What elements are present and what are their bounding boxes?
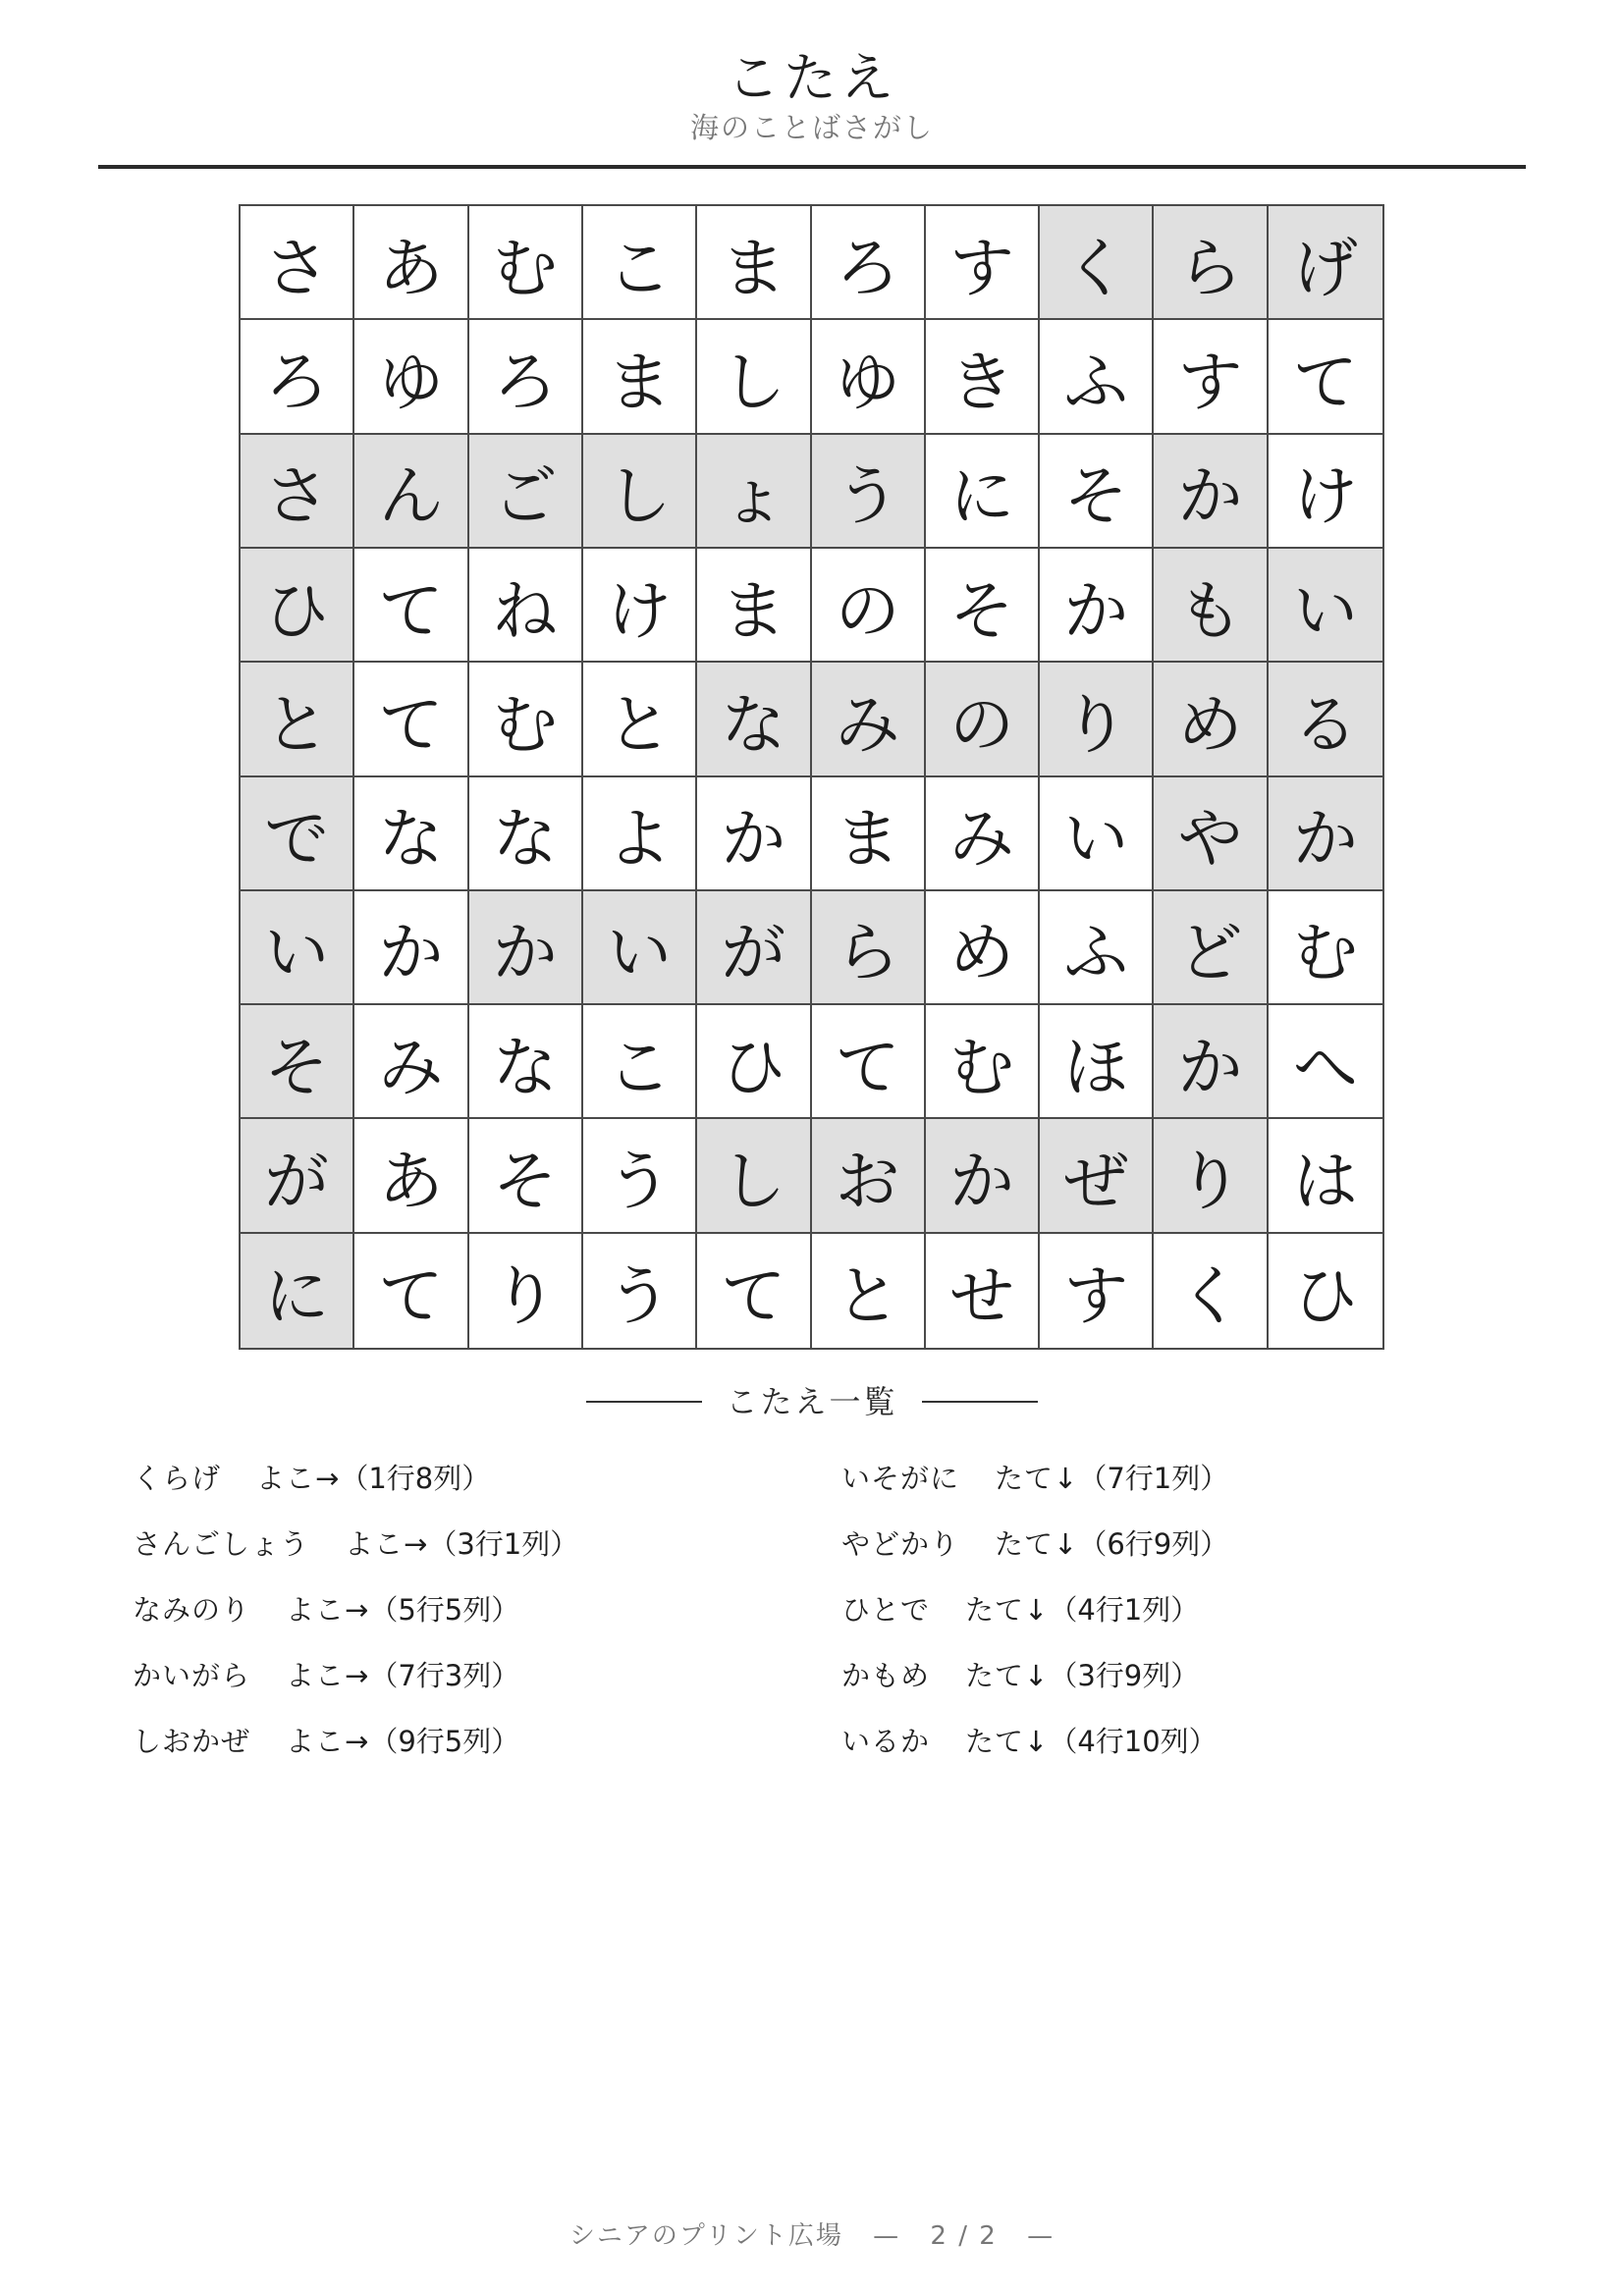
answer-item — [841, 1722, 1228, 1788]
grid-cell: す — [1040, 1234, 1154, 1348]
answer-direction: よこ→ — [286, 1593, 370, 1627]
heading-line-left — [586, 1401, 702, 1403]
grid-cell: う — [812, 435, 926, 549]
answer-list-title: こたえ一覧 — [726, 1383, 898, 1420]
grid-cell: そ — [926, 549, 1040, 663]
grid-cell: み — [926, 777, 1040, 891]
grid-cell: む — [926, 1005, 1040, 1119]
grid-cell: に — [926, 435, 1040, 549]
grid-cell: う — [583, 1234, 697, 1348]
grid-cell: ま — [583, 320, 697, 434]
grid-cell: く — [1154, 1234, 1268, 1348]
grid-cell: か — [354, 891, 468, 1005]
grid-cell: ん — [354, 435, 468, 549]
answer-word: くらげ — [133, 1462, 222, 1495]
answer-direction: たて↓ — [995, 1527, 1079, 1561]
grid-cell: り — [1040, 663, 1154, 776]
grid-cell: ひ — [241, 549, 354, 663]
grid-cell: ろ — [812, 206, 926, 320]
heading-line-right — [922, 1401, 1038, 1403]
answer-direction: たて↓ — [995, 1462, 1079, 1495]
answer-word: ひとで — [841, 1593, 931, 1627]
grid-cell: が — [697, 891, 811, 1005]
grid-cell: し — [697, 320, 811, 434]
grid-cell: も — [1154, 549, 1268, 663]
answer-word: いそがに — [841, 1462, 960, 1495]
answer-item — [841, 1656, 1228, 1722]
grid-cell: ひ — [697, 1005, 811, 1119]
answer-position: （3行9列） — [1049, 1659, 1200, 1692]
answer-item — [133, 1722, 578, 1788]
answer-position: （3行1列） — [428, 1527, 579, 1561]
answer-item — [841, 1590, 1228, 1656]
answer-position: （9行5列） — [369, 1725, 520, 1758]
grid-cell: の — [926, 663, 1040, 776]
answer-item — [841, 1459, 1228, 1524]
grid-cell: む — [469, 663, 583, 776]
grid-cell: ま — [697, 549, 811, 663]
grid-cell: あ — [354, 206, 468, 320]
grid-cell: げ — [1269, 206, 1382, 320]
grid-cell: ふ — [1040, 320, 1154, 434]
page-title: こたえ — [727, 47, 897, 109]
grid-cell: や — [1154, 777, 1268, 891]
grid-cell: か — [1154, 435, 1268, 549]
answer-position: （7行3列） — [369, 1659, 520, 1692]
grid-cell: す — [926, 206, 1040, 320]
answer-direction: たて↓ — [965, 1593, 1050, 1627]
grid-cell: て — [354, 1234, 468, 1348]
grid-cell: で — [241, 777, 354, 891]
grid-cell: て — [354, 549, 468, 663]
grid-cell: か — [1269, 777, 1382, 891]
grid-cell: き — [926, 320, 1040, 434]
grid-cell: か — [926, 1119, 1040, 1233]
grid-cell: い — [583, 891, 697, 1005]
grid-cell: む — [1269, 891, 1382, 1005]
answer-direction: よこ→ — [256, 1462, 341, 1495]
page-subtitle: 海のことばさがし — [689, 111, 934, 144]
grid-cell: さ — [241, 206, 354, 320]
header-divider — [98, 165, 1526, 169]
answer-position: （4行10列） — [1049, 1725, 1218, 1758]
footer-site-name: シニアのプリント広場 — [568, 2221, 843, 2251]
answer-word: いるか — [841, 1725, 931, 1758]
answer-word: しおかぜ — [133, 1725, 251, 1758]
grid-cell: し — [583, 435, 697, 549]
grid-cell: せ — [926, 1234, 1040, 1348]
grid-cell: て — [812, 1005, 926, 1119]
grid-cell: ゆ — [354, 320, 468, 434]
answer-item — [841, 1524, 1228, 1590]
grid-cell: そ — [241, 1005, 354, 1119]
grid-cell: ご — [469, 435, 583, 549]
answer-item — [133, 1656, 578, 1722]
grid-cell: さ — [241, 435, 354, 549]
grid-cell: る — [1269, 663, 1382, 776]
answer-direction: たて↓ — [965, 1659, 1050, 1692]
grid-cell: い — [241, 891, 354, 1005]
answer-word: かもめ — [841, 1659, 931, 1692]
grid-cell: ぜ — [1040, 1119, 1154, 1233]
grid-cell: と — [812, 1234, 926, 1348]
grid-cell: な — [697, 663, 811, 776]
grid-cell: ま — [697, 206, 811, 320]
answer-position: （4行1列） — [1049, 1593, 1200, 1627]
grid-cell: み — [354, 1005, 468, 1119]
grid-cell: ひ — [1269, 1234, 1382, 1348]
grid-cell: み — [812, 663, 926, 776]
grid-cell: り — [1154, 1119, 1268, 1233]
grid-cell: か — [1040, 549, 1154, 663]
grid-cell: ま — [812, 777, 926, 891]
grid-cell: ら — [812, 891, 926, 1005]
grid-cell: ね — [469, 549, 583, 663]
grid-cell: に — [241, 1234, 354, 1348]
footer-page-number: 2 / 2 — [930, 2221, 998, 2251]
answer-item — [133, 1459, 578, 1524]
grid-cell: め — [926, 891, 1040, 1005]
grid-cell: こ — [583, 206, 697, 320]
answer-position: （5行5列） — [369, 1593, 520, 1627]
grid-cell: こ — [583, 1005, 697, 1119]
answer-word: かいがら — [133, 1659, 251, 1692]
answer-item — [133, 1590, 578, 1656]
grid-cell: ょ — [697, 435, 811, 549]
grid-cell: む — [469, 206, 583, 320]
grid-cell: あ — [354, 1119, 468, 1233]
grid-cell: う — [583, 1119, 697, 1233]
grid-cell: か — [697, 777, 811, 891]
answer-position: （7行1列） — [1078, 1462, 1229, 1495]
grid-cell: お — [812, 1119, 926, 1233]
page-footer — [0, 2218, 1624, 2254]
grid-cell: め — [1154, 663, 1268, 776]
answer-word: なみのり — [133, 1593, 251, 1627]
answer-position: （1行8列） — [340, 1462, 491, 1495]
grid-cell: ろ — [469, 320, 583, 434]
grid-cell: か — [1154, 1005, 1268, 1119]
footer-dash-right: — — [1027, 2221, 1056, 2251]
answer-list-heading — [0, 1382, 1624, 1421]
grid-cell: と — [583, 663, 697, 776]
grid-cell: け — [1269, 435, 1382, 549]
grid-cell: そ — [469, 1119, 583, 1233]
grid-cell: く — [1040, 206, 1154, 320]
grid-cell: て — [354, 663, 468, 776]
grid-cell: ほ — [1040, 1005, 1154, 1119]
grid-cell: い — [1269, 549, 1382, 663]
grid-cell: は — [1269, 1119, 1382, 1233]
grid-cell: け — [583, 549, 697, 663]
answer-position: （6行9列） — [1078, 1527, 1229, 1561]
grid-cell: ら — [1154, 206, 1268, 320]
grid-cell: い — [1040, 777, 1154, 891]
grid-cell: ふ — [1040, 891, 1154, 1005]
answer-item — [133, 1524, 578, 1590]
answer-list-horizontal — [133, 1459, 578, 1788]
answer-direction: よこ→ — [286, 1659, 370, 1692]
grid-cell: ろ — [241, 320, 354, 434]
grid-cell: ゆ — [812, 320, 926, 434]
grid-cell: り — [469, 1234, 583, 1348]
grid-cell: の — [812, 549, 926, 663]
grid-cell: が — [241, 1119, 354, 1233]
grid-cell: ど — [1154, 891, 1268, 1005]
answer-direction: よこ→ — [345, 1527, 429, 1561]
grid-cell: し — [697, 1119, 811, 1233]
word-search-grid — [239, 204, 1384, 1350]
grid-cell: て — [1269, 320, 1382, 434]
footer-dash-left: — — [873, 2221, 901, 2251]
grid-cell: と — [241, 663, 354, 776]
grid-cell: そ — [1040, 435, 1154, 549]
answer-direction: たて↓ — [965, 1725, 1050, 1758]
grid-cell: な — [354, 777, 468, 891]
grid-cell: な — [469, 777, 583, 891]
grid-cell: す — [1154, 320, 1268, 434]
answer-word: やどかり — [841, 1527, 960, 1561]
answer-direction: よこ→ — [286, 1725, 370, 1758]
grid-cell: て — [697, 1234, 811, 1348]
grid-cell: か — [469, 891, 583, 1005]
grid-cell: よ — [583, 777, 697, 891]
answer-word: さんごしょう — [133, 1527, 310, 1561]
grid-cell: な — [469, 1005, 583, 1119]
grid-cell: へ — [1269, 1005, 1382, 1119]
answer-list-vertical — [841, 1459, 1228, 1788]
